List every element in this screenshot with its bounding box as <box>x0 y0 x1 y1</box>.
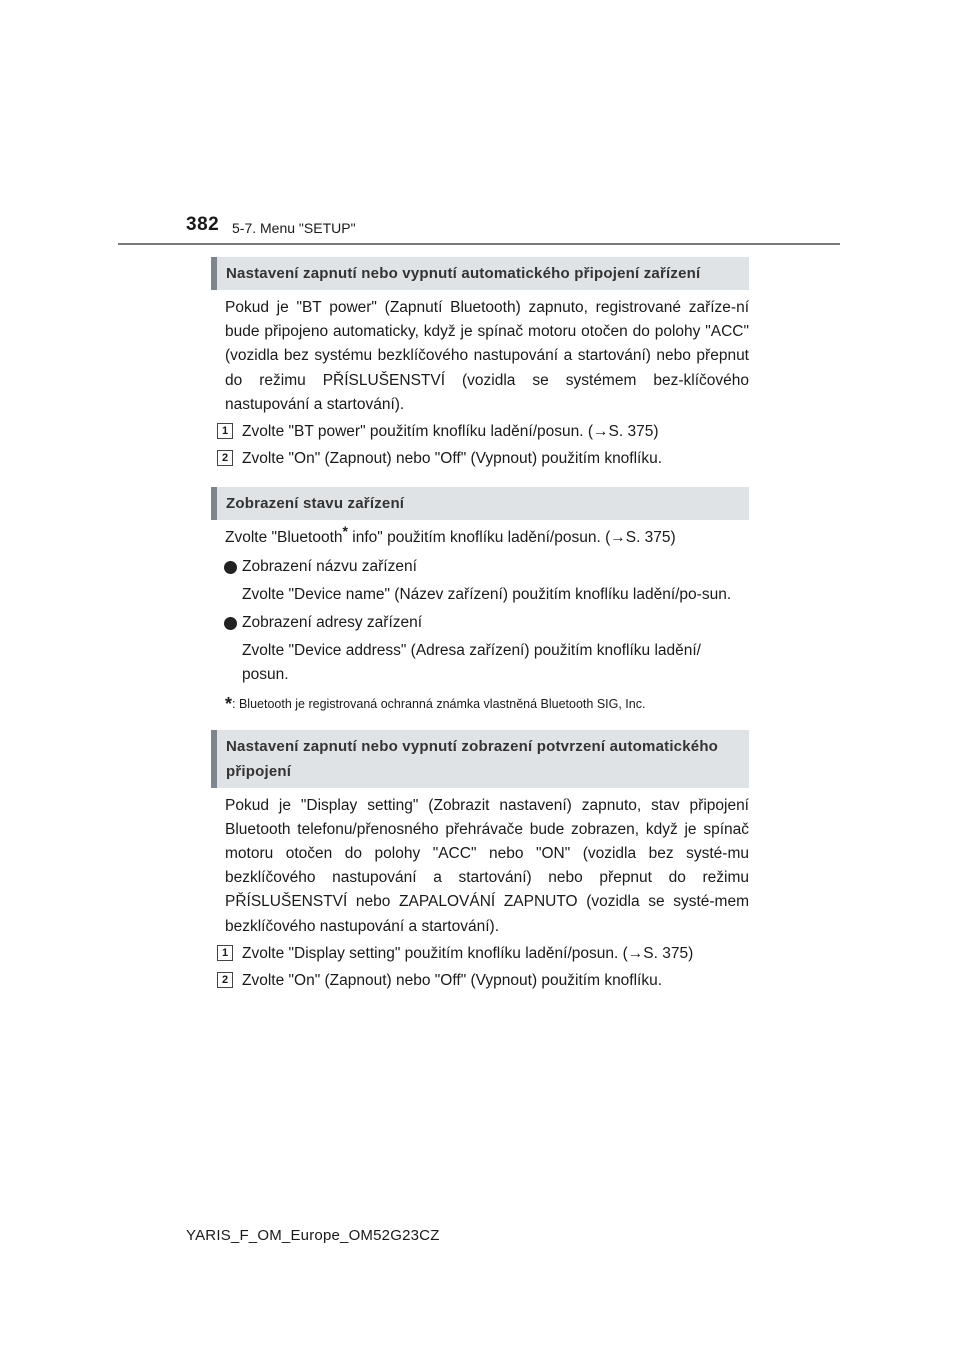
section-title-device-status: Zobrazení stavu zařízení <box>211 487 749 520</box>
step-text: Zvolte "On" (Zapnout) nebo "Off" (Vypnout) použitím knoflíku. <box>242 450 663 468</box>
footnote <box>211 694 749 714</box>
step-number-badge: 2 <box>217 972 233 988</box>
step-1 <box>211 942 749 966</box>
footnote-text: : Bluetooth je registrovaná ochranná známka vlastněná Bluetooth SIG, Inc. <box>232 696 646 711</box>
bullet-device-name <box>211 555 749 579</box>
bullet-detail-device-name: Zvolte "Device name" (Název zařízení) použitím knoflíku ladění/po-sun. <box>242 585 732 603</box>
chapter-title: 5-7. Menu "SETUP" <box>232 220 356 236</box>
step-2 <box>211 447 749 471</box>
lead-text-b: info" použitím knoflíku ladění/posun. (→S. 375) <box>347 529 676 547</box>
footer-document-code: YARIS_F_OM_Europe_OM52G23CZ <box>186 1227 440 1244</box>
section-title-auto-connect: Nastavení zapnutí nebo vypnutí automatického připojení zařízení <box>211 257 749 290</box>
bullet-text: Zobrazení adresy zařízení <box>242 614 423 632</box>
bullet-text: Zobrazení názvu zařízení <box>242 557 417 575</box>
paragraph-auto-connect: Pokud je "BT power" (Zapnutí Bluetooth) zapnuto, registrované zaříze-ní bude připojeno automaticky, když je spínač motoru otočen do polohy "ACC" (vozidla bez systému bezklíčového nastupování a startování) nebo přepnut do režimu PŘÍSLUŠENSTVÍ (vozidla se systémem bez-klíčového nastupování a startování). <box>225 299 749 413</box>
bullet-detail-device-address: Zvolte "Device address" (Adresa zařízení) použitím knoflíku ladění/ posun. <box>242 642 701 684</box>
step-number-badge: 1 <box>217 423 233 439</box>
step-text: Zvolte "On" (Zapnout) nebo "Off" (Vypnout) použitím knoflíku. <box>242 972 663 990</box>
footnote-marker: * <box>342 523 348 540</box>
footnote-star: * <box>225 693 233 714</box>
page-content <box>211 257 749 993</box>
bullet-dot-icon <box>224 617 237 630</box>
step-text: Zvolte "Display setting" použitím knoflíku ladění/posun. (→S. 375) <box>242 944 694 962</box>
step-1 <box>211 420 749 444</box>
page-number: 382 <box>186 214 220 235</box>
step-number-badge: 2 <box>217 450 233 466</box>
lead-text-a: Zvolte "Bluetooth <box>225 529 343 547</box>
paragraph-display-confirm: Pokud je "Display setting" (Zobrazit nastavení) zapnuto, stav připojení Bluetooth telefonu/přenosného přehrávače bude zobrazen, když je spínač motoru otočen do polohy "ACC" nebo "ON" (vozidla bez systé-mu bezklíčového nastupování a startování) nebo přepnut do režimu PŘÍSLUŠENSTVÍ nebo ZAPALOVÁNÍ ZAPNUTO (vozidla se systé-mem bezklíčového nastupování a startování). <box>225 796 749 935</box>
step-number-badge: 1 <box>217 945 233 961</box>
bullet-device-address <box>211 611 749 635</box>
bullet-dot-icon <box>224 561 237 574</box>
step-2 <box>211 969 749 993</box>
step-text: Zvolte "BT power" použitím knoflíku ladění/posun. (→S. 375) <box>242 423 659 441</box>
paragraph-device-status <box>211 523 749 550</box>
section-title-display-confirm: Nastavení zapnutí nebo vypnutí zobrazení potvrzení automatického připojení <box>211 730 749 788</box>
header-rule <box>118 243 840 245</box>
